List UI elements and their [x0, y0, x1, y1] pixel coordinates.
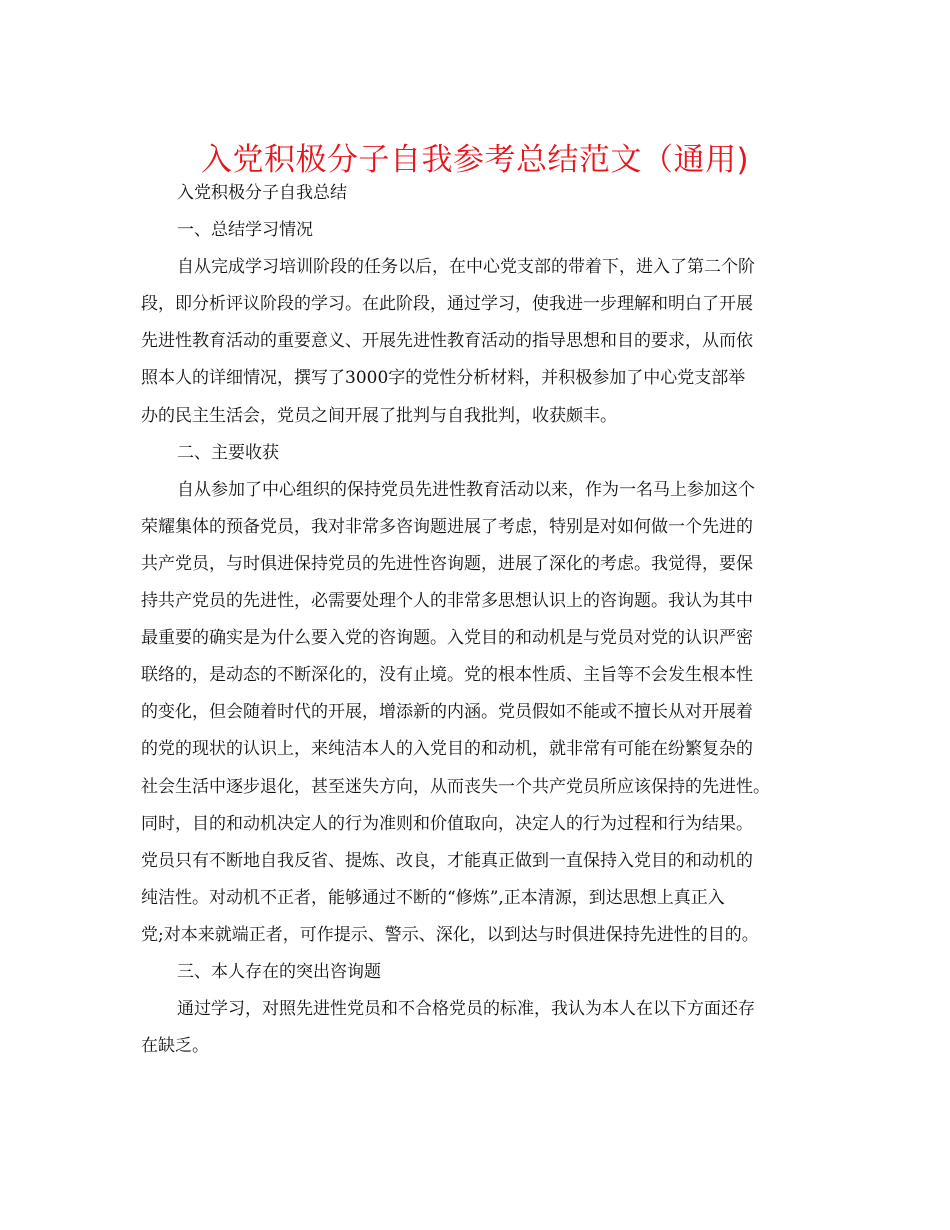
document-title: 入党积极分子自我参考总结范文（通用)	[200, 142, 750, 178]
text-line: 照本人的详细情况，撰写了3000字的党性分析材料，并积极参加了中心党支部举	[141, 368, 746, 389]
text-line: 党;对本来就端正者，可作提示、警示、深化，以到达与时俱进保持先进性的目的。	[141, 924, 759, 945]
text-line: 三、本人存在的突出咨询题	[177, 961, 381, 982]
text-line: 段，即分析评议阶段的学习。在此阶段，通过学习，使我进一步理解和明白了开展	[141, 294, 753, 315]
text-line: 同时，目的和动机决定人的行为准则和价值取向，决定人的行为过程和行为结果。	[141, 813, 753, 834]
text-line: 自从完成学习培训阶段的任务以后，在中心党支部的带着下，进入了第二个阶	[177, 257, 755, 278]
document-body	[141, 175, 821, 1065]
text-line: 一、总结学习情况	[177, 220, 313, 241]
text-line: 持共产党员的先进性，必需要处理个人的非常多思想认识上的咨询题。我认为其中	[141, 591, 753, 612]
text-line: 二、主要收获	[177, 442, 279, 463]
text-line: 自从参加了中心组织的保持党员先进性教育活动以来，作为一名马上参加这个	[177, 479, 755, 500]
text-line: 共产党员，与时俱进保持党员的先进性咨询题，进展了深化的考虑。我觉得，要保	[141, 553, 753, 574]
text-line: 的变化，但会随着时代的开展，增添新的内涵。党员假如不能或不擅长从对开展着	[141, 702, 753, 723]
text-line: 最重要的确实是为什么要入党的咨询题。入党目的和动机是与党员对党的认识严密	[141, 628, 753, 649]
text-line: 纯洁性。对动机不正者，能够通过不断的“修炼”,正本清源，到达思想上真正入	[141, 887, 725, 908]
text-line: 通过学习，对照先进性党员和不合格党员的标准，我认为本人在以下方面还存	[177, 999, 755, 1020]
text-line: 的党的现状的认识上，来纯洁本人的入党目的和动机，就非常有可能在纷繁复杂的	[141, 739, 753, 760]
text-line: 社会生活中逐步退化，甚至迷失方向，从而丧失一个共产党员所应该保持的先进性。	[141, 776, 770, 797]
text-line: 荣耀集体的预备党员，我对非常多咨询题进展了考虑，特别是对如何做一个先进的	[141, 516, 753, 537]
text-line: 先进性教育活动的重要意义、开展先进性教育活动的指导思想和目的要求，从而依	[141, 331, 753, 352]
text-line: 入党积极分子自我总结	[177, 183, 347, 203]
text-line: 党员只有不断地自我反省、提炼、改良，才能真正做到一直保持入党目的和动机的	[141, 850, 753, 871]
text-line: 联络的，是动态的不断深化的，没有止境。党的根本性质、主旨等不会发生根本性	[141, 665, 753, 686]
text-line: 办的民主生活会，党员之间开展了批判与自我批判，收获颇丰。	[141, 405, 617, 426]
text-line: 在缺乏。	[141, 1036, 209, 1057]
